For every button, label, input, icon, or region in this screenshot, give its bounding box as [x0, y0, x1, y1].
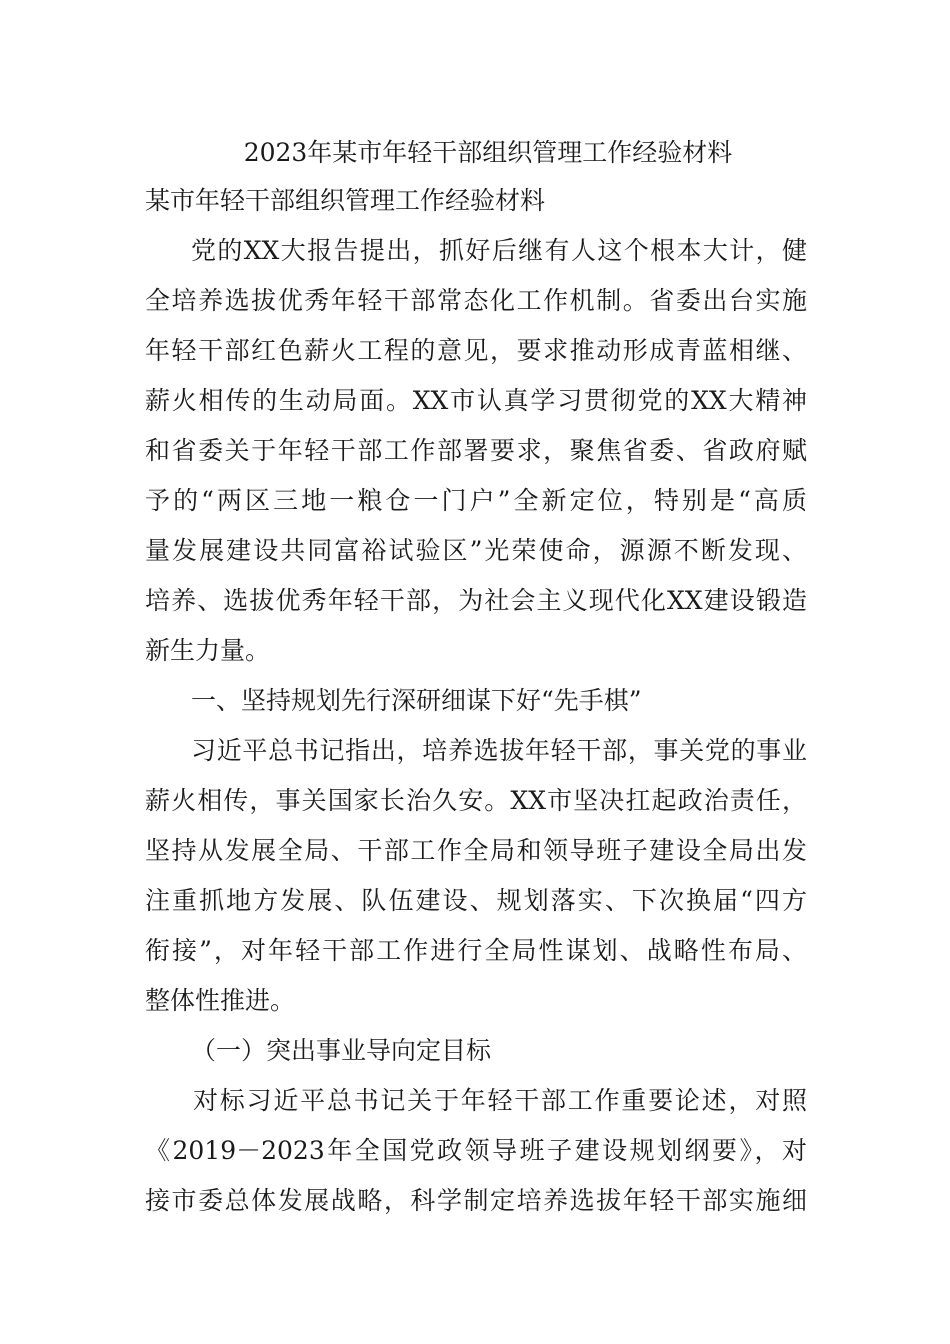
paragraph-line: 接市委总体发展战略，科学制定培养选拔年轻干部实施细 — [145, 1186, 807, 1215]
paragraph-line: 全培养选拔优秀年轻干部常态化工作机制。省委出台实施 — [145, 286, 807, 315]
paragraph-line: 量发展建设共同富裕试验区”光荣使命，源源不断发现、 — [145, 536, 807, 565]
paragraph-line: 坚持从发展全局、干部工作全局和领导班子建设全局出发 — [145, 836, 807, 865]
paragraph-line: 《2019－2023年全国党政领导班子建设规划纲要》，对 — [145, 1136, 807, 1165]
paragraph-line: 衔接”，对年轻干部工作进行全局性谋划、战略性布局、 — [145, 936, 807, 965]
paragraph-line: 培养、选拔优秀年轻干部，为社会主义现代化XX建设锻造 — [145, 586, 807, 615]
paragraph-line: 予的“两区三地一粮仓一门户”全新定位，特别是“高质 — [145, 486, 807, 515]
paragraph-line: 对标习近平总书记关于年轻干部工作重要论述，对照 — [193, 1086, 807, 1115]
subsection-heading: （一）突出事业导向定目标 — [191, 1036, 492, 1065]
paragraph-line: 薪火相传的生动局面。XX市认真学习贯彻党的XX大精神 — [145, 386, 807, 415]
document-subtitle: 某市年轻干部组织管理工作经验材料 — [145, 186, 546, 215]
paragraph-line: 习近平总书记指出，培养选拔年轻干部，事关党的事业 — [191, 736, 807, 765]
section-heading: 一、坚持规划先行深研细谋下好“先手棋” — [191, 686, 642, 715]
document-title: 2023年某市年轻干部组织管理工作经验材料 — [243, 138, 733, 167]
paragraph-line: 薪火相传，事关国家长治久安。XX市坚决扛起政治责任， — [145, 786, 807, 815]
paragraph-line: 新生力量。 — [145, 636, 271, 665]
paragraph-line: 注重抓地方发展、队伍建设、规划落实、下次换届“四方 — [145, 886, 807, 915]
paragraph-line: 党的XX大报告提出，抓好后继有人这个根本大计，健 — [191, 236, 807, 265]
paragraph-line: 和省委关于年轻干部工作部署要求，聚焦省委、省政府赋 — [145, 436, 807, 465]
paragraph-line: 年轻干部红色薪火工程的意见，要求推动形成青蓝相继、 — [145, 336, 807, 365]
paragraph-line: 整体性推进。 — [145, 986, 296, 1015]
